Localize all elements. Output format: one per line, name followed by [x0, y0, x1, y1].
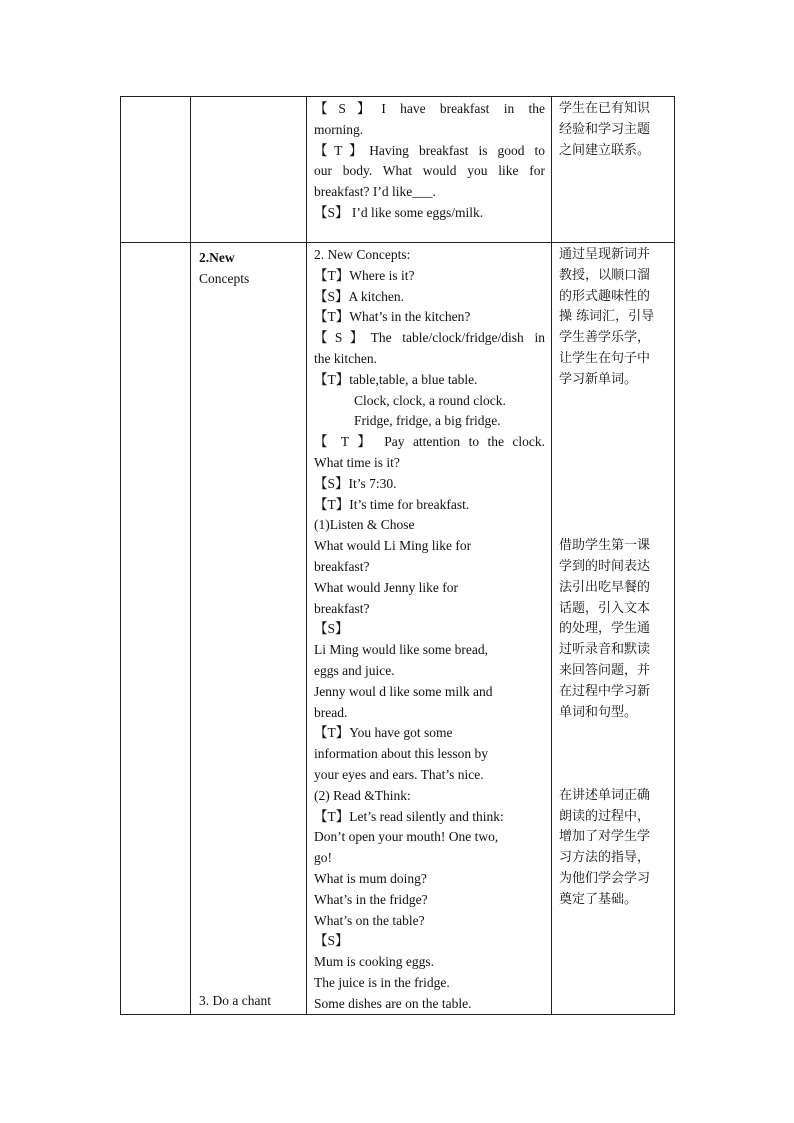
table-row	[121, 97, 675, 243]
text-line: The juice is in the fridge.	[314, 974, 450, 990]
note-line: 的形式趣味性的	[559, 288, 651, 304]
text-line: go!	[314, 850, 332, 866]
note-line: 学生在已有知识	[559, 101, 651, 116]
text-line: your eyes and ears. That’s nice.	[314, 766, 484, 782]
text-line: Clock, clock, a round clock.	[354, 392, 506, 408]
note-line: 为他们学会学习	[559, 870, 651, 886]
note-line: 的处理，学生通	[559, 621, 651, 637]
step-title-next: 3. Do a chant	[199, 993, 271, 1009]
note-line: 之间建立联系。	[559, 142, 651, 158]
text-line: Jenny woul d like some milk and	[314, 683, 493, 699]
note-line: 法引出吃早餐的	[559, 579, 651, 595]
spacer	[559, 432, 670, 453]
empty-cell	[121, 243, 191, 1015]
note-line: 教授，以顺口溜	[559, 267, 651, 283]
text-line: 【T】table,table, a blue table.	[314, 371, 478, 387]
text-line: (2) Read &Think:	[314, 787, 411, 803]
design-intent-cell	[552, 97, 675, 243]
text-line: 【S】 I’d like some eggs/milk.	[314, 204, 484, 220]
text-line: Don’t open your mouth! One two,	[314, 829, 499, 845]
note-line: 学习新单词。	[559, 371, 638, 387]
step-title: 2.New	[199, 250, 235, 265]
table-row	[121, 243, 675, 1015]
text-line: 2. New Concepts:	[314, 247, 411, 262]
note-line: 奠定了基础。	[559, 891, 638, 907]
spacer	[559, 453, 670, 474]
text-line: breakfast?	[314, 558, 370, 574]
note-line: 经验和学习主题	[559, 121, 651, 137]
note-line: 学生善学乐学，	[559, 330, 651, 346]
text-line: (1)Listen & Chose	[314, 517, 415, 533]
spacer	[559, 723, 670, 744]
text-line: 【T】What’s in the kitchen?	[314, 309, 471, 325]
note-line: 通过呈现新词并	[559, 247, 651, 262]
note-line: 习方法的指导，	[559, 850, 651, 866]
note-line: 朗读的过程中，	[559, 808, 651, 824]
spacer	[559, 411, 670, 432]
text-line: 【S】It’s 7:30.	[314, 475, 397, 491]
text-line: What would Jenny like for	[314, 579, 458, 595]
note-line: 话题，引入文本	[559, 600, 651, 616]
text-line: What would Li Ming like for	[314, 538, 472, 554]
spacer	[559, 474, 670, 495]
text-line: 【S】	[314, 933, 349, 949]
note-line: 过听录音和默读	[559, 642, 651, 658]
note-line: 来回答问题，并	[559, 662, 651, 678]
text-line: What’s in the fridge?	[314, 891, 428, 907]
text-line: 【 T 】 Pay attention to the clock.	[314, 434, 545, 450]
note-line: 在过程中学习新	[559, 683, 651, 699]
note-line: 学到的时间表达	[559, 558, 651, 574]
text-line: Some dishes are on the table.	[314, 995, 472, 1011]
text-line: 【T】Let’s read silently and think:	[314, 808, 504, 824]
note-line: 增加了对学生学	[559, 829, 651, 845]
spacer	[559, 391, 670, 412]
text-line: breakfast?	[314, 600, 370, 616]
text-line: breakfast? I’d like___.	[314, 184, 436, 200]
step-title: Concepts	[199, 271, 250, 286]
activity-cell	[307, 243, 552, 1015]
text-line: What time is it?	[314, 454, 400, 470]
text-line: What is mum doing?	[314, 870, 427, 886]
note-line: 操 练词汇，引导	[559, 309, 655, 325]
step-cell	[191, 243, 307, 1015]
spacer	[559, 495, 670, 516]
text-line: 【T】Where is it?	[314, 267, 415, 283]
text-line: 【T】You have got some	[314, 725, 453, 741]
note-line: 让学生在句子中	[559, 350, 651, 366]
note-line: 在讲述单词正确	[559, 787, 651, 803]
activity-cell	[307, 97, 552, 243]
lesson-plan-table	[120, 96, 675, 1015]
text-line: eggs and juice.	[314, 662, 395, 678]
text-line: Mum is cooking eggs.	[314, 954, 434, 970]
text-line: 【S】A kitchen.	[314, 288, 404, 304]
empty-cell	[191, 97, 307, 243]
text-line: our body. What would you like for	[314, 163, 545, 179]
note-line: 单词和句型。	[559, 704, 638, 720]
text-line: Li Ming would like some bread,	[314, 642, 488, 658]
text-line: bread.	[314, 704, 348, 720]
spacer	[559, 765, 670, 786]
spacer	[559, 515, 670, 536]
text-line: 【S】The table/clock/fridge/dish in	[314, 330, 545, 346]
text-line: 【S】I have breakfast in the	[314, 101, 545, 116]
text-line: morning.	[314, 121, 364, 137]
text-line: information about this lesson by	[314, 746, 488, 762]
text-line: 【S】	[314, 621, 349, 637]
empty-cell	[121, 97, 191, 243]
text-line: 【T】It’s time for breakfast.	[314, 496, 470, 512]
spacer	[559, 744, 670, 765]
text-line: the kitchen.	[314, 350, 377, 366]
note-line: 借助学生第一课	[559, 538, 651, 554]
text-line: What’s on the table?	[314, 912, 425, 928]
text-line: Fridge, fridge, a big fridge.	[354, 413, 501, 429]
text-line: 【T】Having breakfast is good to	[314, 142, 545, 158]
design-intent-cell	[552, 243, 675, 1015]
